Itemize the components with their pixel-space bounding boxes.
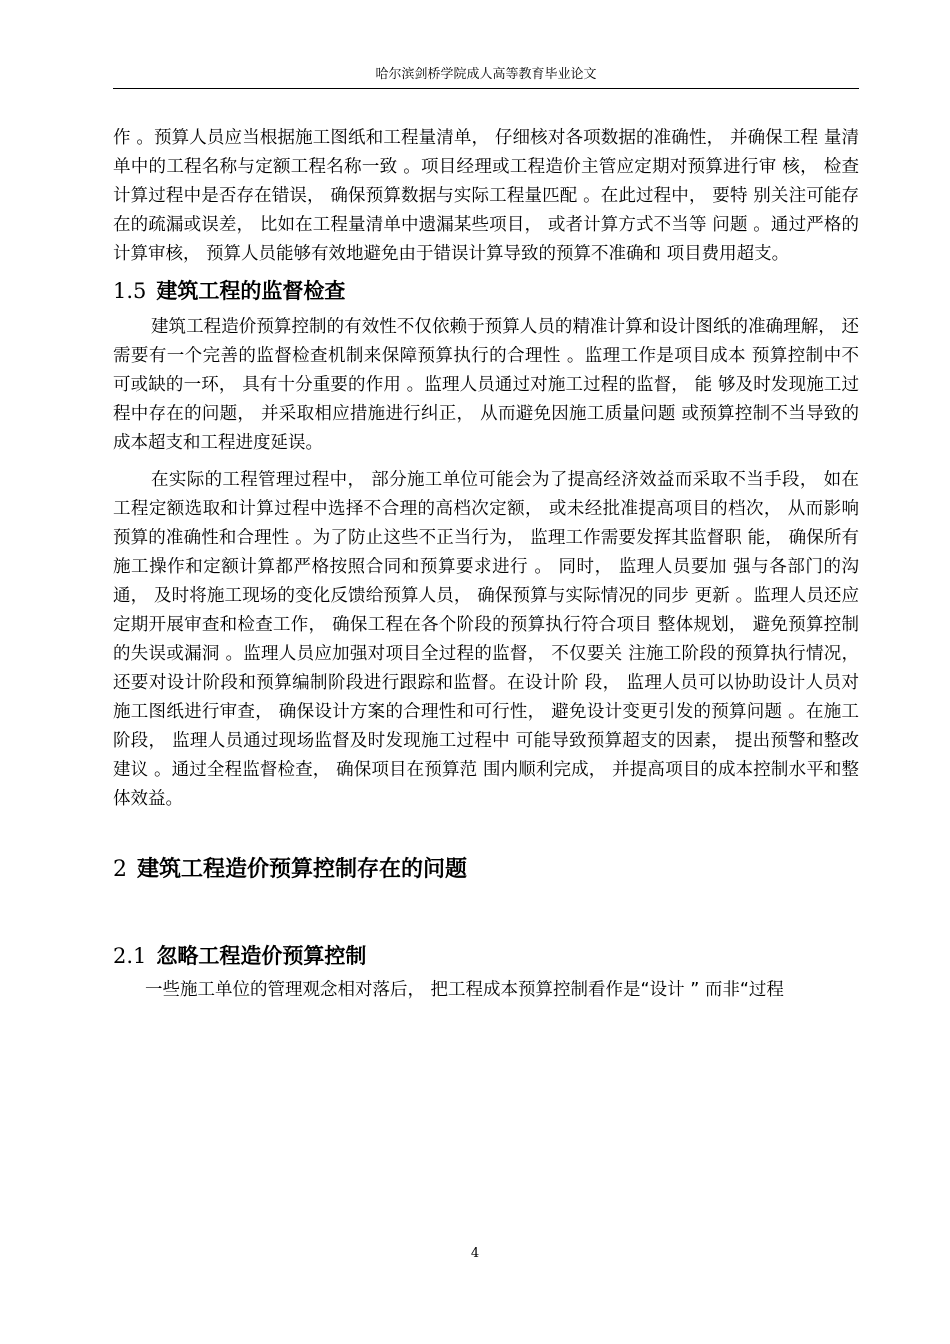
section-2-1-number: 2.1 — [113, 944, 147, 968]
section-1-5-paragraph-1: 建筑工程造价预算控制的有效性不仅依赖于预算人员的精准计算和设计图纸的准确理解， 还需要有一个完善的监督检查机制来保障预算执行的合理性 。监理工作是项目成本 预算控制中不可或缺的一环， 具有十分重要的作用 。监理人员通过对施工过程的监督， 能 够及时发现施工过程中存在的问题， 并采取相应措施进行纠正， 从而避免因施工质量问题 或预算控制不当导致的成本超支和工程进度延误。 — [113, 317, 859, 453]
header-title: 哈尔滨剑桥学院成人高等教育毕业论文 — [375, 67, 597, 82]
section-1-5-paragraph-2: 在实际的工程管理过程中， 部分施工单位可能会为了提高经济效益而采取不当手段， 如在工程定额选取和计算过程中选择不合理的高档次定额， 或未经批准提高项目的档次， 从而影响预算的准确性和合理性 。为了防止这些不正当行为， 监理工作需要发挥其监督职 能， 确保所有施工操作和定额计算都严格按照合同和预算要求进行 。 同时， 监理人员要加 强与各部门的沟通， 及时将施工现场的变化反馈给预算人员， 确保预算与实际情况的同步 更新 。监理人员还应定期开展审查和检查工作， 确保工程在各个阶段的预算执行符合项目 整体规划， 避免预算控制的失误或漏洞 。监理人员应加强对项目全过程的监督， 不仅要关 注施工阶段的预算执行情况， 还要对设计阶段和预算编制阶段进行跟踪和监督。在设计阶 段， 监理人员可以协助设计人员对施工图纸进行审查， 确保设计方案的合理性和可行性， 避免设计变更引发的预算问题 。在施工阶段， 监理人员通过现场监督及时发现施工过程中 可能导致预算超支的因素， 提出预警和整改建议 。通过全程监督检查， 确保项目在预算范 围内顺利完成， 并提高项目的成本控制水平和整体效益。 — [113, 470, 859, 809]
section-1-5-heading — [113, 275, 859, 307]
section-2-number: 2 — [113, 857, 127, 882]
section-1-5-number: 1.5 — [113, 279, 147, 303]
section-2-1-heading — [113, 940, 859, 972]
page-header — [113, 62, 859, 89]
section-2-title: 建筑工程造价预算控制存在的问题 — [137, 857, 468, 882]
section-1-5-title: 建筑工程的监督检查 — [156, 279, 346, 303]
page-body — [113, 124, 859, 1005]
section-2-1-title: 忽略工程造价预算控制 — [156, 944, 367, 968]
paragraph-top: 作 。预算人员应当根据施工图纸和工程量清单， 仔细核对各项数据的准确性， 并确保工程 量清单中的工程名称与定额工程名称一致 。项目经理或工程造价主管应定期对预算进行审 核， 检查计算过程中是否存在错误， 确保预算数据与实际工程量匹配 。在此过程中， 要特 别关注可能存在的疏漏或误差， 比如在工程量清单中遗漏某些项目， 或者计算方式不当等 问题 。通过严格的计算审核， 预算人员能够有效地避免由于错误计算导致的预算不准确和 项目费用超支。 — [113, 128, 859, 264]
section-2-heading — [113, 852, 859, 888]
page-number: 4 — [470, 1246, 480, 1261]
section-2-1-paragraph: 一些施工单位的管理观念相对落后， 把工程成本预算控制看作是“设计 ” 而非“过程 — [145, 980, 784, 1000]
